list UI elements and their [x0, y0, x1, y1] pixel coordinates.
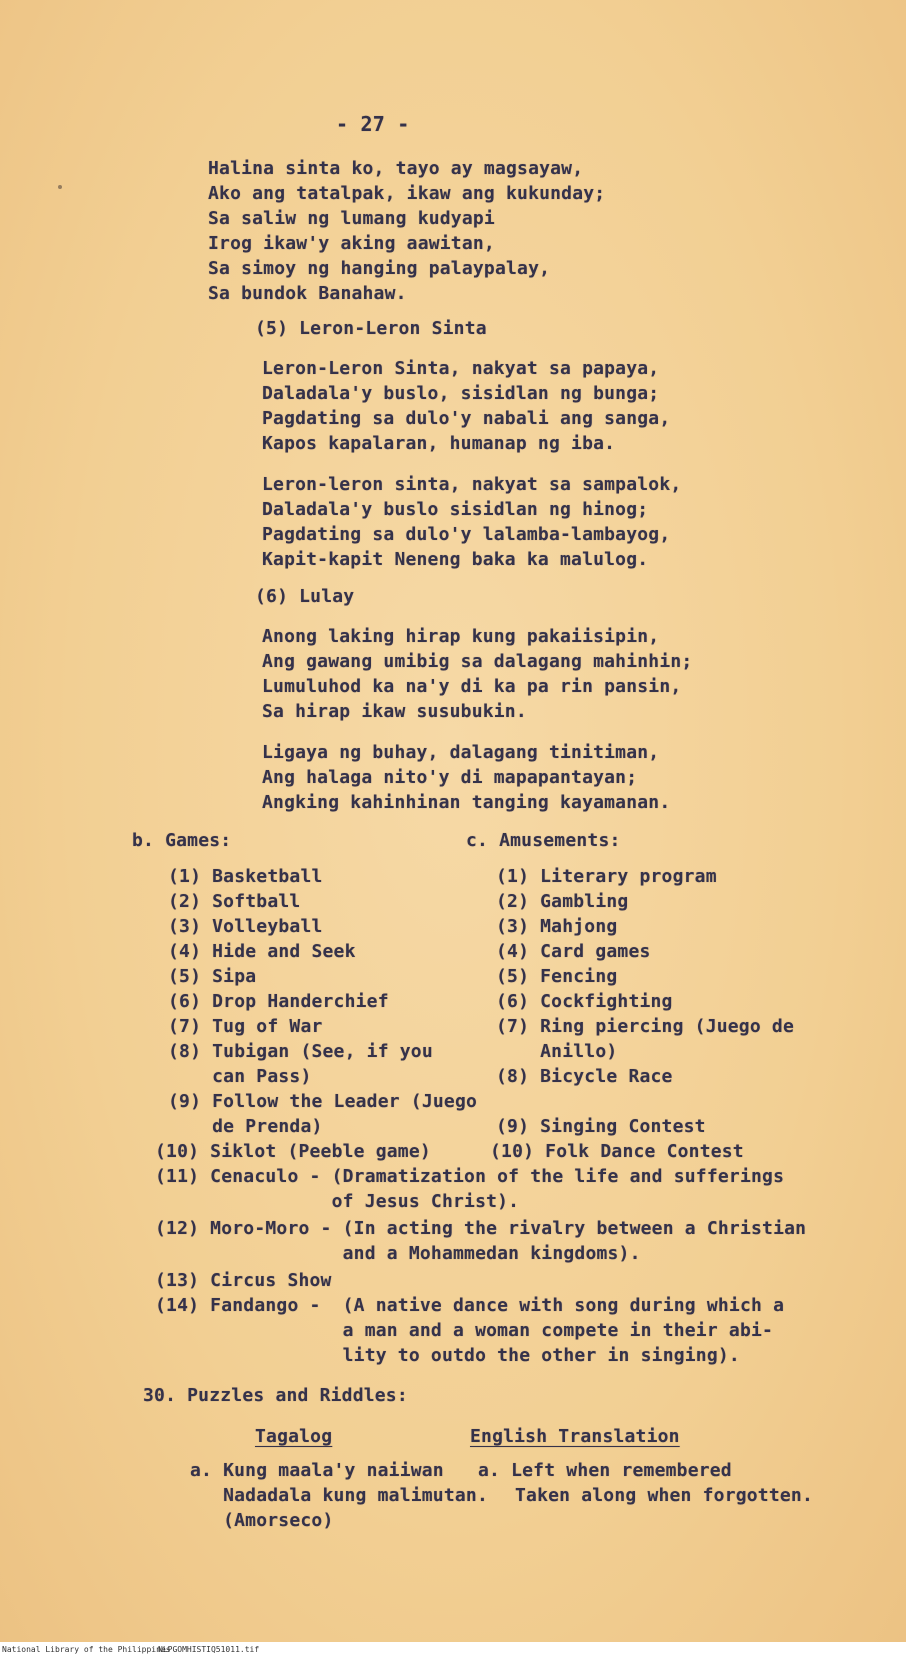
games-item-wide: (12) Moro-Moro - (In acting the rivalry between a Christian	[155, 1218, 807, 1239]
games-item-wide: (14) Fandango - (A native dance with song during which a	[155, 1295, 785, 1316]
amusements-heading: c. Amusements:	[466, 830, 621, 851]
games-item: (7) Tug of War	[168, 1016, 323, 1037]
song-heading: (5) Leron-Leron Sinta	[255, 318, 487, 339]
riddle-tagalog-line: a. Kung maala'y naiiwan	[190, 1460, 444, 1481]
scan-footer	[0, 1642, 906, 1658]
verse-line: Ako ang tatalpak, ikaw ang kukunday;	[208, 183, 606, 204]
games-item: (4) Hide and Seek	[168, 941, 356, 962]
games-item: (10) Siklot (Peeble game)	[155, 1141, 431, 1162]
puzzles-heading: 30. Puzzles and Riddles:	[143, 1385, 408, 1406]
verse-line: Kapit-kapit Neneng baka ka malulog.	[262, 549, 649, 570]
games-item-wide: a man and a woman compete in their abi-	[155, 1320, 774, 1341]
riddle-english-line: a. Left when remembered	[478, 1460, 732, 1481]
amusements-item: (10) Folk Dance Contest	[490, 1141, 744, 1162]
verse-line: Leron-leron sinta, nakyat sa sampalok,	[262, 474, 682, 495]
verse-line: Kapos kapalaran, humanap ng iba.	[262, 433, 616, 454]
amusements-item: Anillo)	[496, 1041, 618, 1062]
verse-line: Halina sinta ko, tayo ay magsayaw,	[208, 158, 584, 179]
verse-line: Ang gawang umibig sa dalagang mahinhin;	[262, 651, 693, 672]
verse-line: Pagdating sa dulo'y nabali ang sanga,	[262, 408, 671, 429]
games-item: (2) Softball	[168, 891, 301, 912]
song-heading: (6) Lulay	[255, 586, 355, 607]
verse-line: Ang halaga nito'y di mapapantayan;	[262, 767, 638, 788]
column-header-tagalog: Tagalog	[255, 1426, 333, 1447]
games-item: (3) Volleyball	[168, 916, 323, 937]
riddle-tagalog-line: (Amorseco)	[190, 1510, 334, 1531]
games-item-wide: (11) Cenaculo - (Dramatization of the life and sufferings	[155, 1166, 785, 1187]
verse-line: Ligaya ng buhay, dalagang tinitiman,	[262, 742, 660, 763]
amusements-item: (1) Literary program	[496, 866, 717, 887]
verse-line: Irog ikaw'y aking aawitan,	[208, 233, 495, 254]
amusements-item: (2) Gambling	[496, 891, 629, 912]
games-item-wide: and a Mohammedan kingdoms).	[155, 1243, 641, 1264]
amusements-item: (3) Mahjong	[496, 916, 618, 937]
games-item: can Pass)	[168, 1066, 312, 1087]
verse-line: Angking kahinhinan tanging kayamanan.	[262, 792, 671, 813]
amusements-item: (6) Cockfighting	[496, 991, 673, 1012]
amusements-item: (5) Fencing	[496, 966, 618, 987]
footer-source: National Library of the Philippines	[2, 1645, 171, 1654]
footer-filename: NLPGOMHISTIQ51011.tif	[158, 1645, 260, 1654]
bleed-through-mark	[610, 185, 620, 204]
amusements-item: (4) Card games	[496, 941, 651, 962]
verse-line: Sa bundok Banahaw.	[208, 283, 407, 304]
games-heading: b. Games:	[132, 830, 232, 851]
verse-line: Daladala'y buslo, sisidlan ng bunga;	[262, 383, 660, 404]
paper-speck	[58, 185, 62, 189]
games-item: (8) Tubigan (See, if you	[168, 1041, 433, 1062]
amusements-item: (7) Ring piercing (Juego de	[496, 1016, 794, 1037]
column-header-english: English Translation	[470, 1426, 680, 1447]
games-item: (1) Basketball	[168, 866, 323, 887]
games-item: (5) Sipa	[168, 966, 257, 987]
riddle-tagalog-line: Nadadala kung malimutan.	[190, 1485, 488, 1506]
games-item: de Prenda)	[168, 1116, 323, 1137]
verse-line: Anong laking hirap kung pakaiisipin,	[262, 626, 660, 647]
games-item: (9) Follow the Leader (Juego	[168, 1091, 478, 1112]
riddle-english-line: Taken along when forgotten.	[515, 1485, 813, 1506]
verse-line: Pagdating sa dulo'y lalamba-lambayog,	[262, 524, 671, 545]
games-item-wide: of Jesus Christ).	[155, 1191, 520, 1212]
page-number: - 27 -	[336, 112, 410, 136]
verse-line: Sa saliw ng lumang kudyapi	[208, 208, 495, 229]
games-item-wide: lity to outdo the other in singing).	[155, 1345, 740, 1366]
games-item-wide: (13) Circus Show	[155, 1270, 332, 1291]
verse-line: Sa hirap ikaw susubukin.	[262, 701, 527, 722]
verse-line: Sa simoy ng hanging palaypalay,	[208, 258, 551, 279]
verse-line: Lumuluhod ka na'y di ka pa rin pansin,	[262, 676, 682, 697]
verse-line: Leron-Leron Sinta, nakyat sa papaya,	[262, 358, 660, 379]
verse-line: Daladala'y buslo sisidlan ng hinog;	[262, 499, 649, 520]
amusements-item: (8) Bicycle Race	[496, 1066, 673, 1087]
games-item: (6) Drop Handerchief	[168, 991, 389, 1012]
amusements-item: (9) Singing Contest	[496, 1116, 706, 1137]
